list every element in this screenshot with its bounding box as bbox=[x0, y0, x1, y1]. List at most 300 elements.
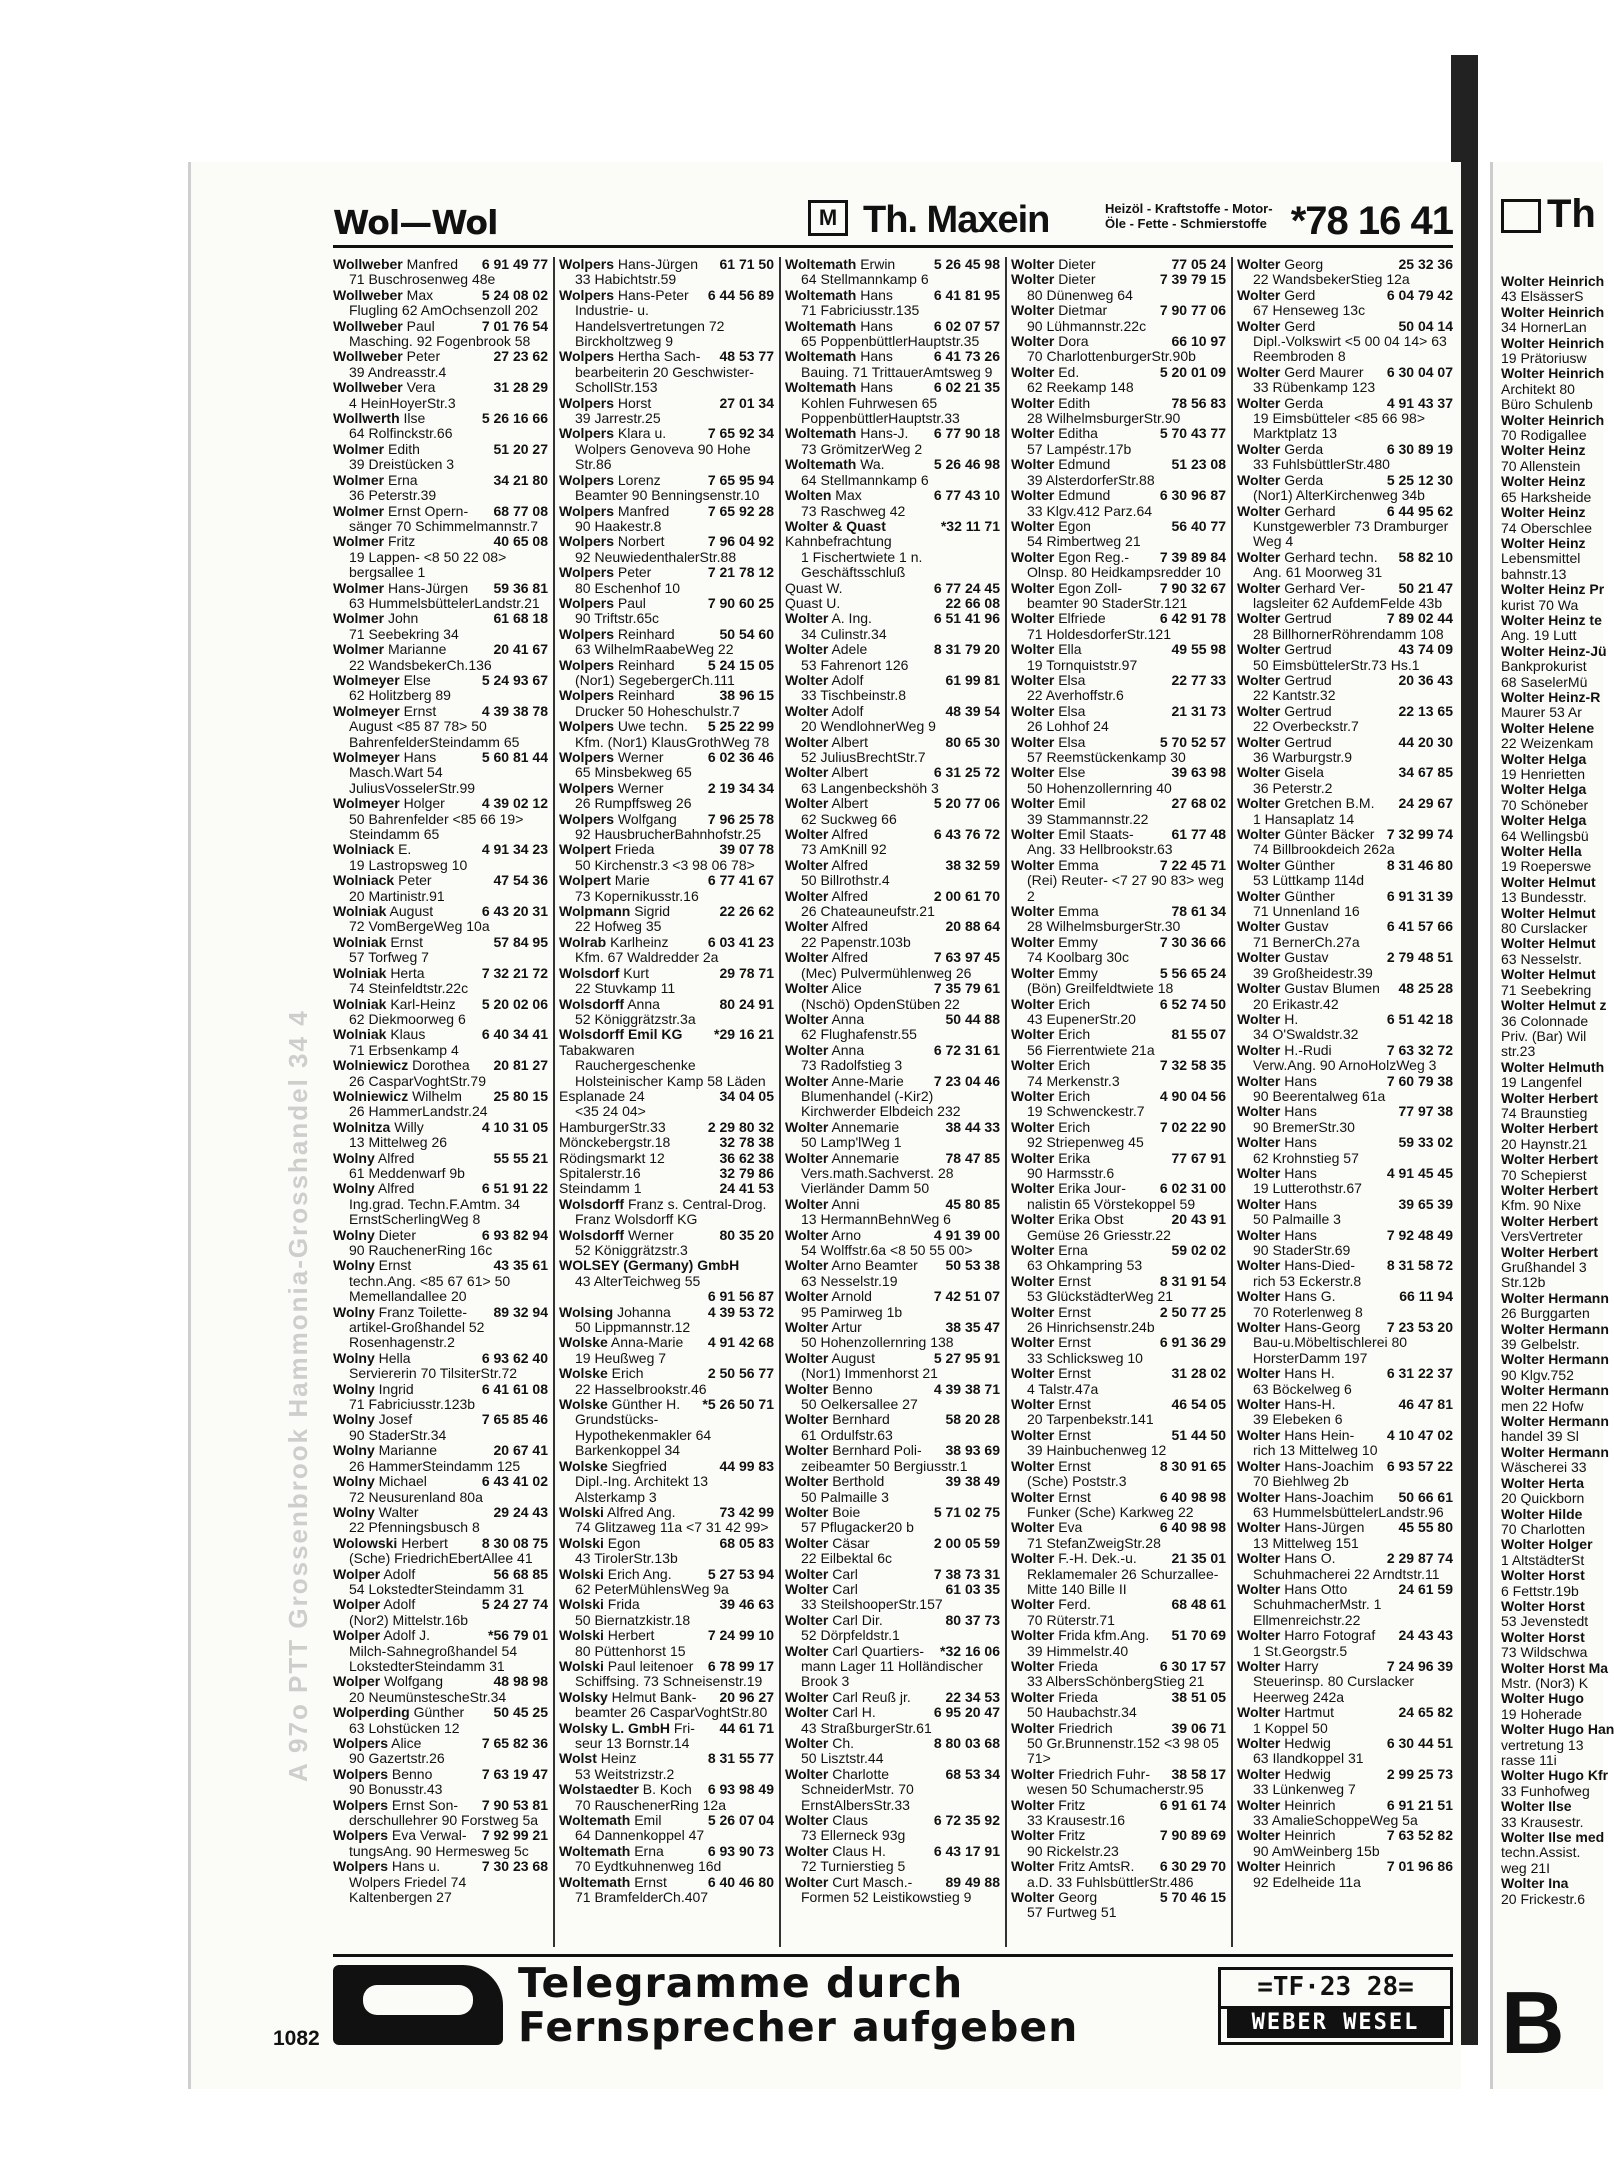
listing-entry-row bbox=[333, 257, 548, 272]
listing-address: 22 Hasselbrookstr.46 bbox=[575, 1380, 707, 1397]
listing-entry-row bbox=[785, 1567, 1000, 1582]
listing-entry bbox=[1011, 1366, 1226, 1397]
listing-entry-row bbox=[559, 904, 774, 919]
listing-surname: Wolter bbox=[1011, 517, 1055, 534]
listing-phone: 61 68 18 bbox=[493, 610, 548, 627]
listing-entry bbox=[1011, 1597, 1226, 1628]
listing-entry bbox=[559, 504, 774, 535]
listing-address: 50 EimsbüttelerStr.73 Hs.1 bbox=[1253, 656, 1420, 673]
listing-entry bbox=[1011, 1859, 1226, 1890]
next-page-line: Grußhandel 3 bbox=[1501, 1259, 1587, 1275]
listing-address: 33 Rübenkamp 123 bbox=[1253, 379, 1376, 396]
listing-given-name: Ernst bbox=[1058, 1365, 1091, 1382]
next-page-line: Wolter Helmut bbox=[1501, 935, 1596, 952]
listing-entry-label bbox=[559, 1751, 637, 1766]
next-page-line: Wolter Helene bbox=[1501, 719, 1595, 736]
listing-surname: Wolpers bbox=[559, 286, 614, 303]
listing-address: 33 Klgv.412 Parz.64 bbox=[1027, 502, 1153, 519]
listing-given-name: Günther bbox=[1284, 887, 1335, 904]
listing-given-name: Gertrud bbox=[1284, 641, 1332, 658]
listing-phone: 44 61 71 bbox=[719, 1719, 774, 1736]
listing-address: 73 Radolfstieg 3 bbox=[801, 1057, 903, 1074]
listing-entry-label bbox=[559, 349, 700, 364]
listing-address: beamter 26 CasparVoghtStr.80 bbox=[575, 1704, 768, 1721]
listing-entry bbox=[785, 889, 1000, 920]
listing-given-name: Elsa bbox=[1058, 671, 1086, 688]
listing-phone: 68 05 83 bbox=[719, 1534, 774, 1551]
listing-entry-label bbox=[1237, 1428, 1354, 1443]
listing-entry bbox=[333, 1258, 548, 1304]
listing-phone: 6 43 17 91 bbox=[933, 1842, 1000, 1859]
next-page-line: Wolter Hella bbox=[1501, 843, 1582, 860]
listing-address: 19 Lastropsweg 10 bbox=[349, 856, 468, 873]
listing-entry bbox=[1011, 1181, 1226, 1212]
listing-entry bbox=[1011, 1721, 1226, 1767]
rubber-stamp: A 97o PTT Grossenbrook Hammonia-Grosshandel 34 4 bbox=[283, 1009, 313, 1782]
listing-phone: 50 66 61 bbox=[1398, 1488, 1453, 1505]
listing-given-name: Bernhard bbox=[832, 1411, 890, 1428]
listing-surname: Wolter bbox=[785, 1195, 829, 1212]
listing-given-name: Heinrich bbox=[1284, 1827, 1336, 1844]
listing-surname: Wolski bbox=[559, 1596, 604, 1613]
listing-address: 54 Rimbertweg 21 bbox=[1027, 533, 1141, 550]
listing-entry bbox=[1237, 1197, 1453, 1228]
listing-entry bbox=[1237, 1828, 1453, 1859]
listing-entry-label bbox=[333, 1027, 425, 1042]
listing-address: 57 Reemstückenkamp 30 bbox=[1027, 749, 1186, 765]
listing-entry-row bbox=[1237, 1628, 1453, 1643]
listing-entry bbox=[333, 673, 548, 704]
listing-entry-row bbox=[559, 534, 774, 549]
listing-entry bbox=[1011, 365, 1226, 396]
listing-entry-row bbox=[333, 1767, 548, 1782]
listing-given-name: Ernst bbox=[1058, 1457, 1091, 1474]
listing-entry-label bbox=[785, 1690, 911, 1705]
listing-address: tungsAng. 90 Hermesweg 5c bbox=[349, 1842, 529, 1859]
listing-entry-label bbox=[1237, 889, 1335, 904]
listing-entry-label bbox=[1237, 919, 1329, 934]
listing-address: 53 GlückstädterWeg 21 bbox=[1027, 1288, 1174, 1305]
listing-surname: Wolter bbox=[1011, 733, 1055, 750]
listing-entry bbox=[333, 997, 548, 1028]
listing-entry-row bbox=[785, 1258, 1000, 1273]
listing-entry-label bbox=[1011, 1459, 1091, 1474]
next-page-line: Maurer 53 Ar bbox=[1501, 704, 1582, 721]
listing-address: Kohlen Fuhrwesen 65 PoppenbüttlerHauptstr.33 bbox=[801, 394, 960, 427]
listing-surname: Wolpers bbox=[333, 1765, 388, 1782]
listing-entry bbox=[559, 288, 774, 350]
listing-entry-label bbox=[785, 257, 895, 272]
listing-entry-row bbox=[559, 750, 774, 765]
listing-entry-label bbox=[333, 1258, 411, 1273]
listing-given-name: Edmund bbox=[1058, 456, 1111, 473]
listing-given-name: Paul bbox=[406, 317, 435, 334]
next-page-line: 70 Schöneber bbox=[1501, 796, 1589, 813]
listing-phone: 6 91 56 87 bbox=[707, 1288, 774, 1305]
listing-address: 64 Rolfinckstr.66 bbox=[349, 425, 453, 442]
listing-phone: 6 93 98 49 bbox=[707, 1781, 774, 1798]
listing-phone: 7 32 58 35 bbox=[1159, 1057, 1226, 1074]
listing-entry bbox=[1011, 257, 1226, 272]
listing-surname: Wolpers bbox=[559, 718, 614, 735]
listing-surname: Wolter bbox=[1011, 1087, 1055, 1104]
listing-given-name: Karlheinz bbox=[610, 933, 669, 950]
listing-given-name: Hans-J. bbox=[860, 425, 909, 442]
listing-entry-row bbox=[1237, 981, 1453, 996]
listing-given-name: Ernst bbox=[378, 1257, 412, 1274]
listing-address: Reklamemaler 26 Schurzallee-Mitte 140 Bille II bbox=[1027, 1565, 1219, 1597]
listing-surname: Wolter bbox=[785, 1349, 829, 1366]
listing-given-name: Spitalerstr.16 bbox=[559, 1164, 641, 1181]
listing-entry-label bbox=[1011, 581, 1122, 596]
listing-address: 20 Erikastr.42 bbox=[1253, 995, 1339, 1012]
listing-surname: Wolter bbox=[1011, 456, 1055, 473]
listing-entry bbox=[333, 473, 548, 504]
listing-surname: Woltemath bbox=[559, 1812, 631, 1829]
listing-given-name: Dieter bbox=[1058, 256, 1096, 272]
listing-entry bbox=[785, 581, 1000, 596]
listing-entry bbox=[559, 596, 774, 627]
listing-entry bbox=[1011, 1120, 1226, 1151]
listing-surname: Wolski bbox=[559, 1565, 604, 1582]
listing-surname: Wolter bbox=[1237, 1164, 1281, 1181]
listing-entry-label bbox=[785, 1767, 889, 1782]
listing-phone: 5 20 02 06 bbox=[481, 995, 548, 1012]
listing-entry-label bbox=[785, 796, 868, 811]
listing-given-name: Frida bbox=[607, 1596, 640, 1613]
listing-surname: Wollweber bbox=[333, 286, 403, 303]
listing-given-name: Gustav bbox=[1284, 918, 1329, 935]
listing-given-name: Annemarie bbox=[831, 1118, 900, 1135]
listing-phone: 5 26 45 98 bbox=[933, 256, 1000, 272]
listing-address: 39 Großheidestr.39 bbox=[1253, 964, 1373, 981]
listing-address: 74 Steinfeldtstr.22c bbox=[349, 980, 469, 997]
listing-entry-row bbox=[1237, 473, 1453, 488]
next-page-line: kurist 70 Wa bbox=[1501, 596, 1579, 613]
listing-address: 39 Jarrestr.25 bbox=[575, 410, 661, 427]
listing-phone: 2 50 77 25 bbox=[1159, 1303, 1226, 1320]
listing-given-name: Albert bbox=[831, 733, 869, 750]
listing-address: Gemüse 26 Griesstr.22 bbox=[1027, 1226, 1171, 1243]
listing-given-name: Ed. bbox=[1058, 363, 1080, 380]
listing-entry bbox=[333, 1027, 548, 1058]
listing-address: 33 AmalieSchoppeWeg 5a bbox=[1253, 1812, 1418, 1829]
listing-given-name: Klara u. bbox=[617, 425, 667, 442]
listing-address: 50 Billrothstr.4 bbox=[801, 872, 890, 889]
listing-entry bbox=[785, 1151, 1000, 1197]
listing-entry bbox=[785, 673, 1000, 704]
listing-phone: 6 77 90 18 bbox=[933, 425, 1000, 442]
next-page-header bbox=[1501, 192, 1596, 237]
listing-entry bbox=[333, 1382, 548, 1413]
listing-entry bbox=[333, 1351, 548, 1382]
next-page-line: Wolter Hermann bbox=[1501, 1443, 1609, 1460]
listing-surname: Wolter bbox=[785, 980, 829, 997]
listing-given-name: Marie bbox=[614, 872, 650, 889]
listing-surname: Wolter bbox=[1011, 1242, 1055, 1258]
listing-entry bbox=[785, 488, 1000, 519]
next-page-line: Wolter Horst bbox=[1501, 1567, 1585, 1584]
listing-entry-row bbox=[333, 1382, 548, 1397]
listing-address: 92 HausbrucherBahnhofstr.25 bbox=[575, 826, 762, 843]
listing-given-name: Hans bbox=[1284, 1103, 1317, 1120]
listing-entry bbox=[1237, 827, 1453, 858]
listing-entry-row bbox=[559, 1120, 774, 1135]
column-divider bbox=[1005, 257, 1007, 1947]
listing-entry-row bbox=[333, 1798, 548, 1813]
listing-address: 71 Fabriciusstr.135 bbox=[801, 302, 920, 319]
listing-entry-row bbox=[1237, 1705, 1453, 1720]
listing-entry-label bbox=[333, 442, 420, 457]
listing-address: 39 Himmelstr.40 bbox=[1027, 1642, 1129, 1659]
next-page-line: Wolter Heinrich bbox=[1501, 411, 1605, 428]
listing-phone: 7 38 73 31 bbox=[933, 1565, 1000, 1582]
listing-surname: Wolter bbox=[1011, 671, 1055, 688]
listing-entry-label bbox=[785, 611, 872, 626]
listing-entry bbox=[1237, 1736, 1453, 1767]
listing-phone: 5 27 53 94 bbox=[707, 1565, 774, 1582]
listing-surname: Wolter bbox=[1011, 1889, 1055, 1906]
listing-entry-label bbox=[1011, 904, 1099, 919]
listing-entry-label bbox=[1237, 257, 1323, 272]
listing-surname: Wolter bbox=[785, 1565, 829, 1582]
listing-address: 34 O'Swaldstr.32 bbox=[1253, 1026, 1359, 1043]
listing-entry-row bbox=[1237, 796, 1453, 811]
listing-address: 70 Roterlenweg 8 bbox=[1253, 1303, 1363, 1320]
listing-given-name: Horst bbox=[617, 394, 652, 411]
listing-entry-row bbox=[1237, 1135, 1453, 1150]
listing-surname: Wolski bbox=[559, 1534, 604, 1551]
listing-given-name: Hans-Jürgen bbox=[1284, 1519, 1365, 1536]
listing-entry-label bbox=[559, 873, 650, 888]
listing-entry bbox=[1011, 1089, 1226, 1120]
listing-entry-label bbox=[1011, 334, 1089, 349]
listing-entry-label bbox=[333, 1767, 432, 1782]
listing-entry-label bbox=[559, 627, 675, 642]
listing-phone: 27 23 62 bbox=[493, 348, 548, 365]
listing-surname: Wolniak bbox=[333, 964, 387, 981]
listing-entry-label bbox=[1237, 673, 1332, 688]
listing-entry-row bbox=[785, 611, 1000, 626]
listing-phone: *29 16 21 bbox=[714, 1026, 774, 1043]
listing-address: 50 Palmaille 3 bbox=[801, 1488, 889, 1505]
listing-given-name: Erna bbox=[634, 1842, 664, 1859]
listing-given-name: Erwin bbox=[860, 256, 896, 272]
listing-address: 1 St.Georgstr.5 bbox=[1253, 1642, 1348, 1659]
listing-entry-row bbox=[333, 1443, 548, 1458]
listing-entry-row bbox=[1237, 1366, 1453, 1381]
listing-address: 22 Pfenningsbusch 8 bbox=[349, 1519, 480, 1536]
listing-given-name: Erich bbox=[1058, 1057, 1091, 1074]
listing-address: 33 Habichtstr.59 bbox=[575, 271, 677, 288]
listing-phone: 22 77 33 bbox=[1171, 671, 1226, 688]
listing-entry-row bbox=[1011, 1551, 1226, 1566]
listing-surname: Wolter bbox=[785, 1503, 829, 1520]
listing-address: nalistin 65 Vörstekoppel 59 bbox=[1027, 1195, 1196, 1212]
listing-address: 13 HermannBehnWeg 6 bbox=[801, 1211, 951, 1228]
listing-address: derschullehrer 90 Forstweg 5a bbox=[349, 1812, 539, 1829]
listing-entry-label bbox=[1011, 1058, 1090, 1073]
listing-entry bbox=[785, 1043, 1000, 1074]
listing-given-name: Herbert bbox=[401, 1534, 448, 1551]
listing-entry bbox=[333, 1674, 548, 1705]
listing-given-name: Heinz bbox=[600, 1750, 637, 1767]
listing-surname: Wolter bbox=[1011, 1796, 1055, 1813]
listing-entry-row bbox=[333, 1859, 548, 1874]
listing-address: 39 Stammannstr.22 bbox=[1027, 810, 1149, 827]
listing-entry-label bbox=[1237, 1320, 1360, 1335]
listing-surname: Wolmer bbox=[333, 502, 385, 519]
listing-entry bbox=[1011, 1305, 1226, 1336]
listing-entry bbox=[559, 1027, 774, 1089]
listing-phone: 29 78 71 bbox=[719, 964, 774, 981]
listing-entry-row bbox=[785, 1844, 1000, 1859]
next-page-line: 90 Klgv.752 bbox=[1501, 1366, 1574, 1383]
next-page-line: Wolter Ina bbox=[1501, 1875, 1569, 1892]
listing-given-name: Gertrud bbox=[1284, 733, 1332, 750]
listing-entry bbox=[333, 904, 548, 935]
listing-surname: Woltemath bbox=[559, 1842, 631, 1859]
listing-phone: 6 42 91 78 bbox=[1159, 610, 1226, 627]
listing-entry bbox=[333, 1443, 548, 1474]
listing-address: Ang. 61 Moorweg 31 bbox=[1253, 564, 1383, 581]
listing-entry-row bbox=[785, 519, 1000, 550]
listing-entry-label bbox=[1011, 611, 1106, 626]
listing-entry-row bbox=[1011, 642, 1226, 657]
listing-phone: 7 23 04 46 bbox=[933, 1072, 1000, 1089]
listing-given-name: Erika Jour- bbox=[1058, 1180, 1126, 1197]
listing-entry bbox=[333, 611, 548, 642]
listing-entry-label bbox=[1237, 1459, 1374, 1474]
listing-entry bbox=[785, 596, 1000, 611]
listing-given-name: Gisela bbox=[1284, 764, 1324, 781]
listing-address: 90 Haakestr.8 bbox=[575, 517, 662, 534]
listing-address: seur 13 Bornstr.14 bbox=[575, 1735, 690, 1751]
listing-surname: Woltemath bbox=[785, 456, 857, 473]
listing-address: 73 GrömitzerWeg 2 bbox=[801, 440, 923, 457]
listing-entry-label bbox=[333, 1089, 462, 1104]
listing-address: 71 HoldesdorferStr.121 bbox=[1027, 625, 1171, 642]
listing-address: 43 StraßburgerStr.61 bbox=[801, 1719, 932, 1736]
listing-given-name: Erika bbox=[1058, 1149, 1091, 1166]
listing-address: Ang. 33 Hellbrookstr.63 bbox=[1027, 841, 1173, 858]
listing-entry bbox=[1011, 796, 1226, 827]
listing-entry-row bbox=[1011, 550, 1226, 565]
advert-subtitle bbox=[1105, 201, 1273, 231]
listing-entry bbox=[1237, 581, 1453, 612]
listing-entry-label bbox=[1011, 997, 1090, 1012]
listing-surname: Wolter bbox=[1237, 1134, 1281, 1151]
listing-address: 33 Krausestr.16 bbox=[1027, 1812, 1126, 1829]
listing-entry bbox=[559, 873, 774, 904]
listing-entry-label bbox=[1237, 796, 1374, 811]
listing-given-name: Gustav Blumen bbox=[1284, 980, 1380, 997]
listing-surname: Wolsky L. GmbH bbox=[559, 1719, 670, 1736]
listing-phone: 5 24 93 67 bbox=[481, 671, 548, 688]
listing-phone: 24 61 59 bbox=[1398, 1580, 1453, 1597]
listing-entry bbox=[333, 1089, 548, 1120]
listing-phone: 38 58 17 bbox=[1171, 1765, 1226, 1782]
listing-entry bbox=[559, 1751, 774, 1782]
listing-entry-label bbox=[1011, 272, 1096, 287]
listing-surname: Wolske bbox=[559, 1457, 608, 1474]
listing-entry bbox=[1237, 950, 1453, 981]
next-page-line: 39 Gelbelstr. bbox=[1501, 1336, 1580, 1353]
listing-entry-label bbox=[785, 1644, 924, 1659]
listing-surname: Wolter bbox=[785, 1149, 829, 1166]
listing-entry-label bbox=[559, 288, 689, 303]
listing-entry bbox=[559, 935, 774, 966]
listing-phone: 5 26 16 66 bbox=[481, 410, 548, 427]
listing-given-name: Hans bbox=[1284, 1134, 1317, 1151]
listing-entry-row bbox=[559, 1659, 774, 1674]
listing-given-name: Hans G. bbox=[1284, 1288, 1336, 1305]
listing-given-name: Hans u. bbox=[391, 1858, 441, 1875]
listing-surname: Wolter bbox=[785, 1688, 829, 1705]
advert-slogan-line: Telegramme durch bbox=[518, 1959, 964, 2007]
listing-entry-label bbox=[785, 426, 908, 441]
next-page-line: Wolter Horst Ma bbox=[1501, 1659, 1609, 1676]
listing-entry-row bbox=[333, 1258, 548, 1273]
listing-address: 22 Stuvkamp 11 bbox=[575, 980, 676, 997]
listing-surname: Wolsdorff Emil KG bbox=[559, 1026, 683, 1043]
listing-address: 62 Krohnstieg 57 bbox=[1253, 1149, 1359, 1166]
listing-entry-row bbox=[1011, 457, 1226, 472]
listing-entry-label bbox=[333, 1674, 443, 1689]
listing-phone: 34 04 05 bbox=[719, 1087, 774, 1104]
listing-entry-label bbox=[559, 1397, 680, 1412]
listing-address: (Nor1) AlterKirchenweg 34b bbox=[1253, 487, 1425, 504]
listing-entry-row bbox=[785, 950, 1000, 965]
next-page-line: techn.Assist. bbox=[1501, 1844, 1581, 1861]
listing-given-name: Hans-H. bbox=[1284, 1396, 1336, 1413]
listing-phone: 7 92 99 21 bbox=[481, 1827, 548, 1844]
listing-entry bbox=[333, 1228, 548, 1259]
listing-entry-label bbox=[559, 1659, 693, 1674]
listing-address: Olnsp. 80 Heidkampsredder 10 bbox=[1027, 564, 1221, 581]
listing-phone: 8 31 79 20 bbox=[933, 641, 1000, 658]
listing-address: 74 Glitzaweg 11a <7 31 42 99> bbox=[575, 1519, 769, 1536]
listing-given-name: Peter bbox=[406, 348, 441, 365]
listing-given-name: Erich bbox=[611, 1365, 644, 1382]
listing-entry-row bbox=[1237, 1320, 1453, 1335]
listing-phone: 48 25 28 bbox=[1398, 980, 1453, 997]
listing-surname: Wolter bbox=[1237, 733, 1281, 750]
column-divider bbox=[553, 257, 555, 1947]
listing-entry bbox=[559, 781, 774, 812]
listing-phone: 5 24 15 05 bbox=[707, 656, 774, 673]
listing-entry-row bbox=[1011, 272, 1226, 287]
listing-address: Masching. 92 Fogenbrook 58 bbox=[349, 333, 531, 350]
listing-entry-row bbox=[333, 504, 548, 519]
listing-given-name: Emil bbox=[634, 1812, 662, 1829]
listing-given-name: Uwe techn. bbox=[617, 718, 688, 735]
listing-entry-row bbox=[333, 1120, 548, 1135]
listing-entry bbox=[1011, 1058, 1226, 1089]
listing-given-name: Carl H. bbox=[832, 1704, 876, 1721]
listing-surname: Wolter bbox=[1011, 933, 1055, 950]
listing-surname: Wolter bbox=[1237, 1319, 1281, 1336]
listing-phone: 77 05 24 bbox=[1171, 256, 1226, 272]
listing-entry-label bbox=[333, 873, 432, 888]
listing-entry bbox=[559, 565, 774, 596]
listing-entry-label bbox=[333, 1443, 437, 1458]
listing-address: 72 VomBergeWeg 10a bbox=[349, 918, 490, 935]
listing-entry-label bbox=[1011, 519, 1091, 534]
listing-entry-row bbox=[785, 349, 1000, 364]
listing-address: 57 Furtweg 51 bbox=[1027, 1904, 1117, 1921]
listing-surname: Wolmeyer bbox=[333, 795, 400, 812]
